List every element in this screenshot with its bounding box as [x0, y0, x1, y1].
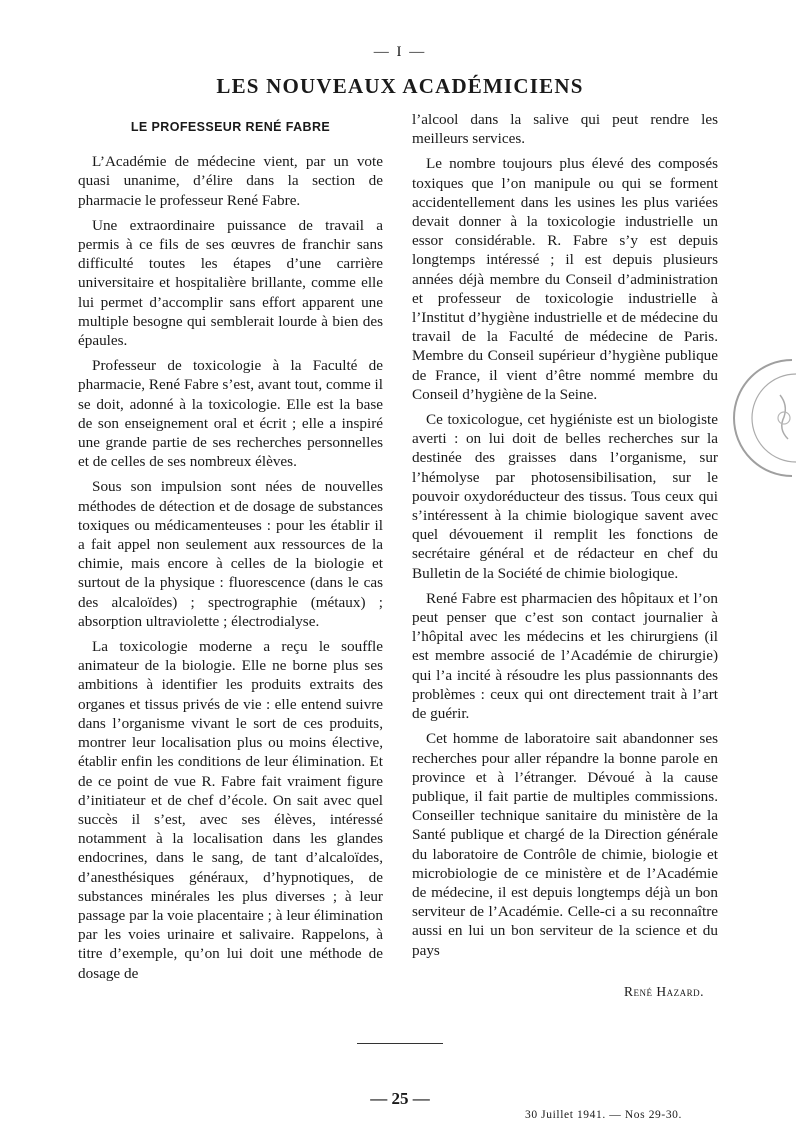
paragraph-continuation: l’alcool dans la salive qui peut rendre les meilleurs services. [412, 111, 718, 148]
left-column [78, 110, 383, 989]
paragraph: René Fabre est pharmacien des hôpitaux et l’on peut penser que c’est son contact journalier à l’hôpital avec les médecins et les chirurgiens (il est membre associé de l’Académie de chirurgie) qui l’a incité à résoudre les plus passionnants des problèmes : ceux qui ont directement trait à l’art de guérir. [412, 589, 718, 723]
issue-date: 30 Juillet 1941. — Nos 29-30. [525, 1109, 682, 1121]
page-number: — 25 — [370, 1089, 430, 1108]
page-marker: — I — [373, 44, 427, 60]
paragraph: Le nombre toujours plus élevé des composés toxiques que l’on manipule ou qui se forment accidentellement dans les usines les plus variées devait donner à la toxicologie industrielle un essor considérable. R. Fabre s’y est depuis longtemps intéressé ; il est depuis plusieurs années déjà membre du Conseil d’administration et professeur de toxicologie industrielle à l’Institut d’hygiène industrielle et de médecine du travail de la Faculté de médecine de Paris. Membre du Conseil supérieur d’hygiène publique de France, il vient d’être nommé membre du Conseil d’hygiène de la Seine. [412, 155, 718, 403]
paragraph: Une extraordinaire puissance de travail a permis à ce fils de ses œuvres de franchir sans difficulté toutes les étapes d’une carrière universitaire et hospitalière brillante, comme elle lui permet d’accomplir sans effort apparent une multiple besogne qui semblerait lourde à bien des épaules. [78, 216, 383, 350]
article-heading: LE PROFESSEUR RENÉ FABRE [130, 120, 331, 134]
paragraph: Cet homme de laboratoire sait abandonner ses recherches pour aller répandre la bonne parole en province et à l’étranger. Dévoué à la cause publique, il fait partie de multiples commissions. Conseiller technique sanitaire du ministère de la Santé publique et chargé de la Direction générale du laboratoire de Contrôle de chimie, biologie et microbiologie de ce ministère et de l’Académie de médecine, il est depuis longtemps déjà un bon serviteur de l’Académie. Celle-ci a su reconnaître aussi en lui un bon serviteur de la science et du pays [412, 730, 718, 959]
paragraph: La toxicologie moderne a reçu le souffle animateur de la biologie. Elle ne borne plus ses ambitions à identifier les produits extraits des organes et tissus privés de vie : elle entend suivre dans l’organisme vivant le sort de ces produits, montrer leur localisation plus ou moins élective, établir enfin les conditions de leur élimination. Et de ce point de vue R. Fabre fait vraiment figure d’initiateur et de chef d’école. On sait avec quel succès il s’est, avec ses élèves, intéressé notamment à la localisation dans les glandes endocrines, dans le sang, de tant d’alcaloïdes, d’anesthésiques généraux, d’hypnotiques, de substances minérales les plus diverses ; à leur passage par la voie placentaire ; à leur élimination par les voies urinaire et salivaire. Rappelons, à titre d’exemple, qu’on lui doit une méthode de dosage de [78, 638, 383, 982]
paragraph: L’Académie de médecine vient, par un vote quasi unanime, d’élire dans la section de pharmacie le professeur René Fabre. [78, 153, 383, 209]
author-signature: René Hazard. [624, 983, 704, 999]
page-title: LES NOUVEAUX ACADÉMICIENS [216, 74, 584, 98]
footer-separator [357, 1043, 443, 1044]
library-stamp-icon [722, 350, 800, 480]
paragraph: Professeur de toxicologie à la Faculté de pharmacie, René Fabre s’est, avant tout, comme il se doit, adonné à la toxicologie. Elle est la base de son enseignement oral et écrit ; elle a inspiré une grande partie de ses recherches personnelles et de celles de ses nombreux élèves. [78, 357, 383, 471]
paragraph: Sous son impulsion sont nées de nouvelles méthodes de détection et de dosage de substances toxiques ou médicamenteuses : pour les établir il a fait appel non seulement aux ressources de la chimie, mais encore à celles de la biologie et surtout de la physique : fluorescence (dans le cas des alcaloïdes) ; spectrographie (métaux) ; absorption ultraviolette ; électrodialyse. [78, 478, 383, 630]
right-column [412, 110, 718, 1001]
paragraph: Ce toxicologue, cet hygiéniste est un biologiste averti : on lui doit de belles recherches sur la destinée des graisses dans l’organisme, sur l’hémolyse par photosensibilisation, sur le pouvoir oxydoréducteur des tissus. Tous ceux qui s’intéressent à la chimie biologique savent avec quel dévouement il remplit les fonctions de secrétaire général et de rédacteur en chef du Bulletin de la Société de chimie biologique. [412, 411, 718, 582]
